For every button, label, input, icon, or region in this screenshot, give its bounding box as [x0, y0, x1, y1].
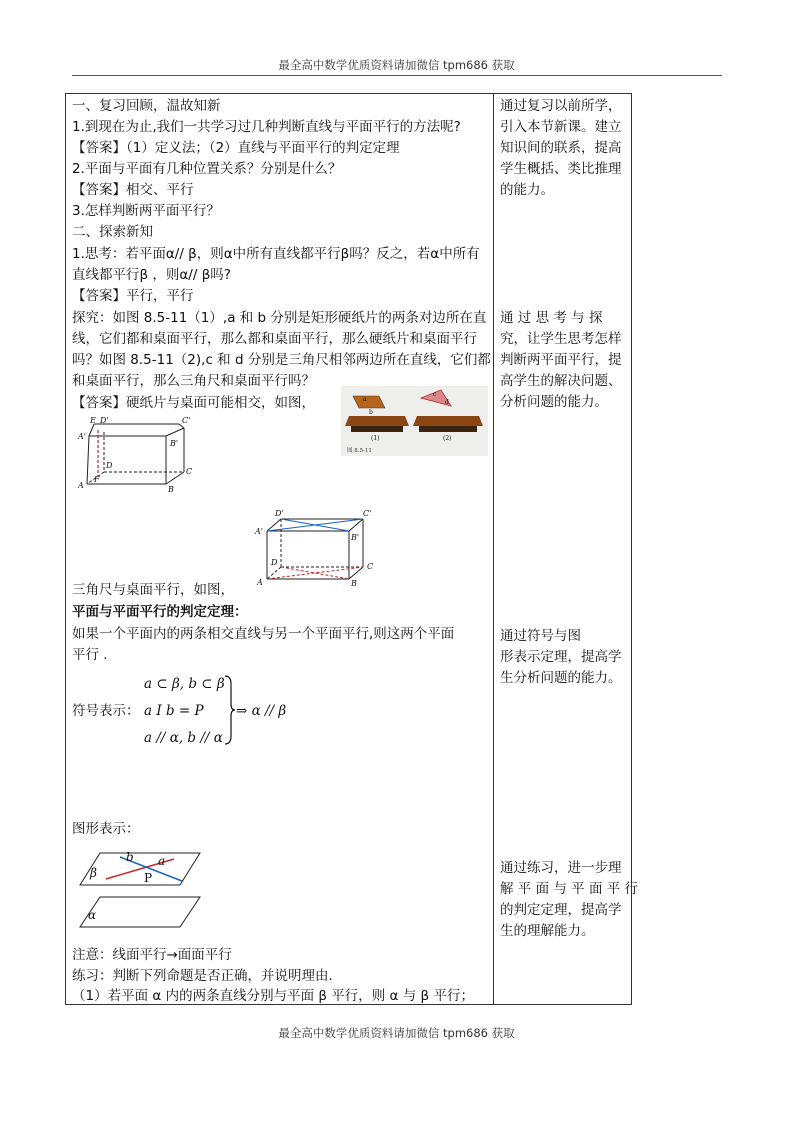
right-note-practice: [500, 858, 639, 942]
right-note-line: 通过练习，进一步理: [500, 860, 622, 876]
question-3: 3.怎样判断两平面平行？: [72, 203, 220, 219]
symbol-condition-1: a ⊂ β, b ⊂ β: [144, 676, 225, 692]
plane-label-a: a: [158, 854, 166, 868]
theorem-line-1: 如果一个平面内的两条相交直线与另一个平面平行,则这两个平面: [72, 626, 455, 642]
box1-label: C: [186, 467, 193, 476]
right-note-symbol: [500, 626, 628, 689]
box2-label: B': [351, 533, 360, 542]
right-note-line: 通过复习以前所学，: [500, 98, 622, 114]
box2-label: B: [351, 579, 357, 587]
answer-2: 【答案】相交、平行: [72, 182, 194, 198]
plane-label-b: b: [126, 850, 134, 864]
right-note-line: 形表示定理，提高学: [500, 649, 622, 665]
box1-label: C': [182, 416, 191, 425]
explore-line-1: 探究：如图 8.5-11（1）,a 和 b 分别是矩形硬纸片的两条对边所在直: [72, 310, 487, 326]
question-1: 1.到现在为止,我们一共学习过几种判断直线与平面平行的方法呢?: [72, 119, 461, 135]
symbol-condition-2: a I b = P: [144, 703, 204, 719]
figure-8-5-11-photo: [341, 386, 488, 456]
theorem-heading: 平面与平面平行的判定定理：: [72, 604, 248, 620]
triangle-answer: 三角尺与桌面平行，如图，: [72, 582, 234, 598]
box2-label: D': [275, 509, 284, 518]
right-note-line: 通 过 思 考 与 探: [500, 310, 603, 326]
box1-label: D': [100, 416, 109, 425]
right-note-line: 生的理解能力。: [500, 923, 595, 939]
section-explore-heading: 二、探索新知: [72, 224, 153, 240]
box2-label: A: [257, 578, 263, 587]
right-note-explore: [500, 308, 628, 413]
explore-line-3: 吗？如图 8.5-11（2),c 和 d 分别是三角尺相邻两边所在直线，它们都: [72, 352, 491, 368]
graph-label: 图形表示：: [72, 821, 140, 837]
box1-label: B': [170, 439, 179, 448]
right-note-review: [500, 96, 628, 201]
right-note-line: 解 平 面 与 平 面 平 行: [500, 881, 639, 897]
box1-label: A: [78, 481, 84, 490]
right-note-line: 知识间的联系，提高: [500, 140, 622, 156]
practice-line: 练习：判断下列命题是否正确，并说明理由．: [72, 968, 342, 984]
right-note-line: 学生概括、类比推理: [500, 161, 622, 177]
right-note-line: 究，让学生思考怎样: [500, 331, 622, 347]
photo-panel-label: (1): [371, 435, 380, 442]
right-note-line: 生分析问题的能力。: [500, 670, 622, 686]
right-note-line: 通过符号与图: [500, 628, 581, 644]
box2-label: D: [271, 558, 278, 567]
explore-answer: 【答案】硬纸片与桌面可能相交，如图，: [72, 395, 315, 411]
think-question-line-1: 1.思考：若平面α// β，则α中所有直线都平行β吗？反之，若α中所有: [72, 246, 480, 262]
symbol-condition-3: a // α, b // α: [144, 730, 223, 746]
box1-label: B: [168, 485, 174, 494]
box1-label: F: [94, 475, 100, 484]
box1-label: A': [78, 432, 86, 441]
practice-item-1: （1）若平面 α 内的两条直线分别与平面 β 平行，则 α 与 β 平行；: [72, 988, 474, 1004]
photo-letter: c: [433, 391, 437, 398]
box1-label: D: [106, 461, 113, 470]
symbol-conclusion: ⇒ α // β: [236, 703, 287, 719]
section-review-heading: 一、复习回顾，温故知新: [72, 98, 221, 114]
right-brace: [224, 674, 236, 746]
plane-label-beta: β: [90, 866, 97, 880]
think-question-line-2: 直线都平行β ，则α// β吗?: [72, 267, 231, 283]
right-note-line: 判断两平面平行，提: [500, 352, 622, 368]
symbol-label: 符号表示：: [72, 703, 140, 719]
explore-line-2: 线，它们都和桌面平行，那么都和桌面平行，那么硬纸片和桌面平行: [72, 331, 477, 347]
page-footer: 最全高中数学优质资料请加微信 tpm686 获取: [278, 1026, 515, 1040]
right-note-line: 高学生的解决问题、: [500, 373, 622, 389]
explore-line-4: 和桌面平行，那么三角尺和桌面平行吗？: [72, 373, 315, 389]
page-header: 最全高中数学优质资料请加微信 tpm686 获取: [278, 58, 515, 72]
photo-letter: b: [369, 409, 373, 416]
box2-label: C: [367, 562, 374, 571]
question-2: 2.平面与平面有几种位置关系？分别是什么？: [72, 161, 342, 177]
lesson-table: [65, 93, 639, 1005]
box1-label: E: [90, 416, 96, 425]
note-line: 注意：线面平行→面面平行: [72, 947, 232, 963]
box-figure-2: [251, 507, 381, 587]
theorem-line-2: 平行 .: [72, 647, 108, 663]
photo-letter: d: [445, 399, 449, 406]
right-note-line: 的能力。: [500, 182, 554, 198]
plane-label-p: P: [144, 871, 153, 885]
photo-panel-label: (2): [443, 435, 452, 442]
photo-caption: 图 8.5-11: [347, 448, 372, 454]
photo-letter: a: [363, 396, 367, 403]
right-note-line: 分析问题的能力。: [500, 394, 608, 410]
box-figure-1: [74, 414, 194, 494]
plane-label-alpha: α: [88, 908, 97, 922]
box2-label: A': [255, 527, 263, 536]
planes-figure: [78, 847, 208, 933]
right-note-line: 的判定定理，提高学: [500, 902, 622, 918]
column-divider: [493, 94, 494, 1004]
header-rule: [72, 75, 722, 76]
box2-label: C': [363, 509, 372, 518]
think-answer: 【答案】平行，平行: [72, 288, 194, 304]
right-note-line: 引入本节新课。建立: [500, 119, 622, 135]
answer-1: 【答案】（1）定义法；（2）直线与平面平行的判定定理: [72, 140, 400, 156]
